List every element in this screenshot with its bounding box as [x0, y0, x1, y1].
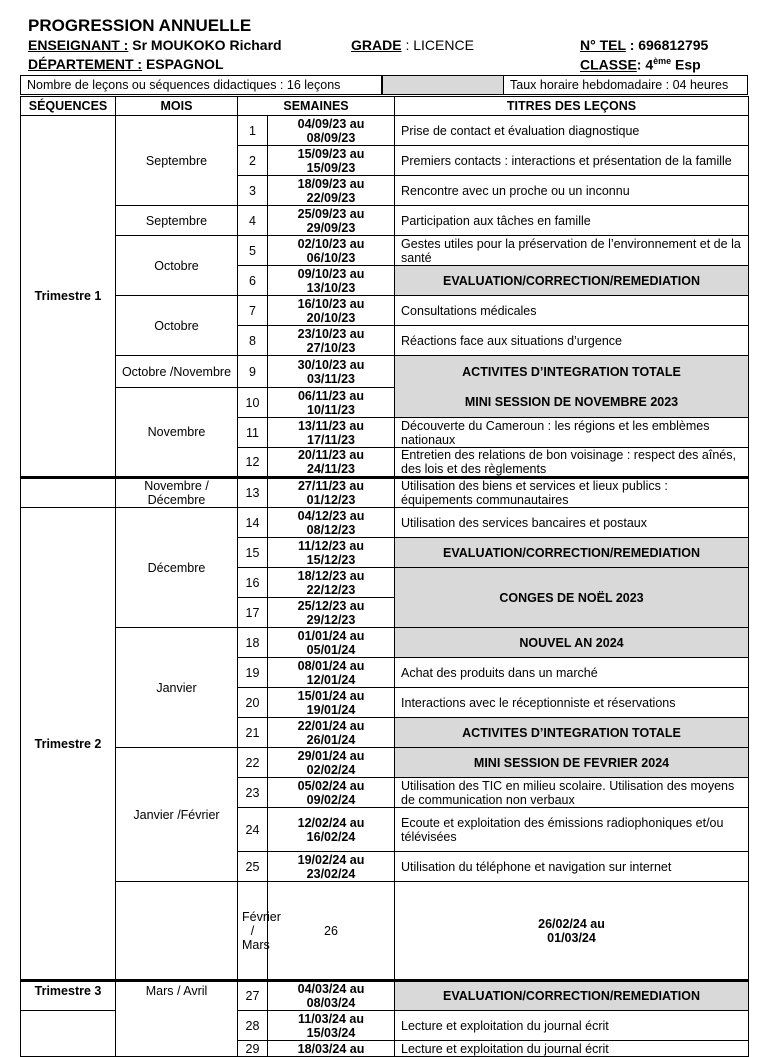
- week-dates: [268, 1041, 395, 1057]
- col-sequences: SÉQUENCES: [21, 97, 116, 116]
- week-number: 25: [238, 852, 268, 882]
- week-dates: [268, 236, 395, 266]
- week-dates: [268, 658, 395, 688]
- week-number: 15: [238, 538, 268, 568]
- tel-value: : 696812795: [629, 37, 709, 53]
- week-end: 26/01/24: [306, 732, 356, 747]
- table-row: [21, 206, 749, 236]
- week-dates: [268, 266, 395, 296]
- week-dates: [268, 748, 395, 778]
- week-number: 16: [238, 568, 268, 598]
- week-start: 30/10/23 au: [297, 357, 365, 372]
- week-number: 1: [238, 116, 268, 146]
- week-dates: [268, 418, 395, 448]
- week-number: 23: [238, 778, 268, 808]
- week-start: 19/02/24 au: [297, 852, 365, 867]
- lesson-title: Utilisation du téléphone et navigation sur internet: [395, 852, 749, 882]
- lesson-title: Interactions avec le réceptionniste et réservations: [395, 688, 749, 718]
- month-cell: Janvier: [116, 628, 238, 748]
- week-number: 3: [238, 176, 268, 206]
- classe-sup: ème: [653, 56, 672, 66]
- lesson-title: Achat des produits dans un marché: [395, 658, 749, 688]
- col-titres: TITRES DES LEÇONS: [395, 97, 749, 116]
- week-dates: [268, 718, 395, 748]
- week-dates: [395, 882, 749, 981]
- week-number: 12: [238, 448, 268, 478]
- progression-table: [20, 96, 749, 1057]
- week-number: 13: [238, 478, 268, 508]
- week-end: 23/02/24: [306, 866, 356, 881]
- classe-line: [580, 56, 701, 73]
- week-number: 21: [238, 718, 268, 748]
- lesson-title: Consultations médicales: [395, 296, 749, 326]
- week-end: 15/09/23: [306, 160, 356, 175]
- lesson-title: Utilisation des biens et services et lieux publics : équipements communautaires: [395, 478, 749, 508]
- week-end: 13/10/23: [306, 280, 356, 295]
- week-end: 02/02/24: [306, 762, 356, 777]
- week-dates: [268, 296, 395, 326]
- week-dates: [268, 852, 395, 882]
- week-dates: [268, 1011, 395, 1041]
- week-start: 06/11/23 au: [297, 388, 365, 403]
- week-end: 15/12/23: [306, 552, 356, 567]
- week-number: 29: [238, 1041, 268, 1057]
- week-dates: [268, 146, 395, 176]
- month-cell: Octobre /Novembre: [116, 356, 238, 388]
- week-end: 08/09/23: [306, 130, 356, 145]
- grade-label: GRADE: [351, 37, 402, 53]
- classe-value: : 4: [636, 56, 654, 73]
- col-semaines: SEMAINES: [238, 97, 395, 116]
- lesson-title: EVALUATION/CORRECTION/REMEDIATION: [395, 538, 749, 568]
- week-end: 19/01/24: [306, 702, 356, 717]
- grade-line: [351, 37, 474, 53]
- week-number: 18: [238, 628, 268, 658]
- week-start: 04/12/23 au: [297, 508, 365, 523]
- week-dates: [268, 448, 395, 478]
- week-start: 04/03/24 au: [297, 982, 365, 996]
- lesson-title: MINI SESSION DE NOVEMBRE 2023: [395, 388, 749, 418]
- lesson-title: Participation aux tâches en famille: [395, 206, 749, 236]
- week-number: 5: [238, 236, 268, 266]
- week-dates: [268, 116, 395, 146]
- month-cell: Septembre: [116, 116, 238, 206]
- month-cell: Novembre: [116, 388, 238, 478]
- lesson-title: MINI SESSION DE FEVRIER 2024: [395, 748, 749, 778]
- week-start: 09/10/23 au: [297, 266, 365, 281]
- week-number: 24: [238, 808, 268, 852]
- week-number: 11: [238, 418, 268, 448]
- week-start: 18/03/24 au: [297, 1041, 365, 1056]
- month-cell: Octobre: [116, 236, 238, 296]
- lesson-title: EVALUATION/CORRECTION/REMEDIATION: [395, 981, 749, 1011]
- week-start: 11/12/23 au: [297, 538, 365, 553]
- week-end: 01/03/24: [547, 930, 596, 945]
- week-start: 15/09/23 au: [297, 146, 365, 161]
- page-title: PROGRESSION ANNUELLE: [28, 16, 252, 35]
- lesson-title: ACTIVITES D’INTEGRATION TOTALE: [395, 356, 749, 388]
- classe-suffix: Esp: [671, 56, 701, 73]
- lesson-title: Rencontre avec un proche ou un inconnu: [395, 176, 749, 206]
- table-row: [21, 748, 749, 778]
- week-end: 15/03/24: [306, 1025, 356, 1040]
- week-start: 16/10/23 au: [297, 296, 365, 311]
- week-start: 15/01/24 au: [297, 688, 365, 703]
- table-row: [21, 628, 749, 658]
- week-end: 08/12/23: [306, 522, 356, 537]
- lesson-title: Entretien des relations de bon voisinage : respect des aînés, des lois et des règlements: [395, 448, 749, 478]
- month-cell: Décembre: [116, 508, 238, 628]
- lesson-title: Lecture et exploitation du journal écrit: [395, 1041, 749, 1057]
- lesson-title: Utilisation des TIC en milieu scolaire. Utilisation des moyens de communication non verbaux: [395, 778, 749, 808]
- table-row: [21, 508, 749, 538]
- lesson-title: Découverte du Cameroun : les régions et les emblèmes nationaux: [395, 418, 749, 448]
- week-number: 20: [238, 688, 268, 718]
- lesson-count: Nombre de leçons ou séquences didactiques : 16 leçons: [20, 75, 382, 95]
- week-dates: [268, 808, 395, 852]
- month-cell: Janvier /Février: [116, 748, 238, 882]
- week-start: 13/11/23 au: [297, 418, 365, 433]
- week-start: 18/12/23 au: [297, 568, 365, 583]
- week-start: 05/02/24 au: [297, 778, 365, 793]
- week-number: 14: [238, 508, 268, 538]
- empty-sequence-cell: [21, 478, 116, 508]
- weekly-hours: Taux horaire hebdomadaire : 04 heures: [504, 75, 748, 95]
- week-dates: [268, 176, 395, 206]
- week-dates: [268, 388, 395, 418]
- month-cell: Mars / Avril: [116, 981, 238, 1057]
- week-number: 22: [238, 748, 268, 778]
- week-start: 22/01/24 au: [297, 718, 365, 733]
- lesson-title: Réactions face aux situations d’urgence: [395, 326, 749, 356]
- teacher-line: [28, 37, 282, 53]
- week-dates: [268, 981, 395, 1011]
- week-start: 20/11/23 au: [297, 448, 365, 462]
- week-end: 22/12/23: [306, 582, 356, 597]
- week-end: 06/10/23: [306, 250, 356, 265]
- week-number: 7: [238, 296, 268, 326]
- trimester-2: Trimestre 2: [21, 508, 116, 981]
- table-row: [21, 356, 749, 388]
- week-end: 08/03/24: [306, 996, 356, 1010]
- table-row: [21, 116, 749, 146]
- week-dates: [268, 508, 395, 538]
- trimester-1: Trimestre 1: [21, 116, 116, 478]
- tel-line: [580, 37, 708, 53]
- week-start: 18/09/23 au: [297, 176, 365, 191]
- week-dates: [268, 598, 395, 628]
- week-number: 6: [238, 266, 268, 296]
- week-dates: [268, 568, 395, 598]
- week-number: 9: [238, 356, 268, 388]
- table-row: [21, 478, 749, 508]
- week-number: 27: [238, 981, 268, 1011]
- week-end: 29/12/23: [306, 612, 356, 627]
- week-end: 09/02/24: [306, 792, 356, 807]
- empty-sequence-cell: [21, 1011, 116, 1057]
- lesson-title: Premiers contacts : interactions et présentation de la famille: [395, 146, 749, 176]
- week-dates: [268, 688, 395, 718]
- week-end: 05/01/24: [306, 642, 356, 657]
- month-cell: Février / Mars: [238, 882, 268, 981]
- classe-label: CLASSE: [580, 56, 637, 73]
- week-start: 27/11/23 au: [297, 479, 365, 493]
- tel-label: N° TEL: [580, 37, 626, 53]
- week-end: 24/11/23: [307, 462, 355, 476]
- dept-line: [28, 56, 224, 72]
- table-row: [21, 296, 749, 326]
- week-start: 11/03/24 au: [297, 1011, 365, 1026]
- info-gray-box: [382, 75, 504, 95]
- week-end: 27/10/23: [306, 340, 356, 355]
- month-cell: Septembre: [116, 206, 238, 236]
- info-bar: [20, 75, 748, 95]
- week-end: 01/12/23: [306, 493, 356, 507]
- week-dates: [268, 206, 395, 236]
- table-row: [21, 236, 749, 266]
- week-end: 12/01/24: [306, 672, 356, 687]
- lesson-title: EVALUATION/CORRECTION/REMEDIATION: [395, 266, 749, 296]
- col-mois: MOIS: [116, 97, 238, 116]
- week-end: 22/09/23: [306, 190, 356, 205]
- lesson-title: Utilisation des services bancaires et postaux: [395, 508, 749, 538]
- week-dates: [268, 628, 395, 658]
- week-dates: [268, 356, 395, 388]
- grade-value: : LICENCE: [405, 37, 474, 53]
- week-number: 26: [268, 882, 395, 981]
- lesson-title: Prise de contact et évaluation diagnostique: [395, 116, 749, 146]
- week-start: 23/10/23 au: [297, 326, 365, 341]
- week-start: 02/10/23 au: [297, 236, 365, 251]
- week-number: 17: [238, 598, 268, 628]
- week-number: 8: [238, 326, 268, 356]
- week-number: 28: [238, 1011, 268, 1041]
- lesson-title: ACTIVITES D’INTEGRATION TOTALE: [395, 718, 749, 748]
- table-row: [21, 882, 749, 981]
- week-start: 25/09/23 au: [297, 206, 365, 221]
- week-end: 16/02/24: [306, 829, 356, 844]
- week-start: 26/02/24 au: [538, 916, 605, 931]
- empty-sequence-cell: [116, 882, 238, 981]
- teacher-label: ENSEIGNANT :: [28, 37, 129, 53]
- dept-label: DÉPARTEMENT :: [28, 56, 143, 72]
- week-number: 10: [238, 388, 268, 418]
- lesson-title: CONGES DE NOËL 2023: [395, 568, 749, 628]
- week-start: 08/01/24 au: [297, 658, 365, 673]
- month-cell: Octobre: [116, 296, 238, 356]
- lesson-title: Lecture et exploitation du journal écrit: [395, 1011, 749, 1041]
- lesson-title: NOUVEL AN 2024: [395, 628, 749, 658]
- table-row: [21, 388, 749, 418]
- week-end: 20/10/23: [306, 310, 356, 325]
- week-start: 29/01/24 au: [297, 748, 365, 763]
- week-dates: [268, 538, 395, 568]
- lesson-title: [395, 808, 749, 852]
- dept-value: ESPAGNOL: [145, 56, 224, 72]
- teacher-value: Sr MOUKOKO Richard: [132, 37, 282, 53]
- trimester-3: Trimestre 3: [21, 981, 116, 1011]
- lesson-title-line2: télévisées: [401, 829, 457, 844]
- month-cell: Novembre / Décembre: [116, 478, 238, 508]
- week-number: 4: [238, 206, 268, 236]
- week-dates: [268, 478, 395, 508]
- week-end: 29/09/23: [306, 220, 356, 235]
- week-end: 17/11/23: [307, 432, 355, 447]
- week-number: 19: [238, 658, 268, 688]
- week-start: 04/09/23 au: [297, 116, 365, 131]
- table-row: [21, 981, 749, 1011]
- week-start: 01/01/24 au: [297, 628, 365, 643]
- week-start: 25/12/23 au: [297, 598, 365, 613]
- week-end: 03/11/23: [307, 371, 355, 386]
- week-dates: [268, 778, 395, 808]
- week-number: 2: [238, 146, 268, 176]
- week-dates: [268, 326, 395, 356]
- week-start: 12/02/24 au: [297, 815, 365, 830]
- week-end: 10/11/23: [307, 402, 355, 417]
- lesson-title-line1: Ecoute et exploitation des émissions radiophoniques et/ou: [401, 815, 724, 830]
- lesson-title: Gestes utiles pour la préservation de l’environnement et de la santé: [395, 236, 749, 266]
